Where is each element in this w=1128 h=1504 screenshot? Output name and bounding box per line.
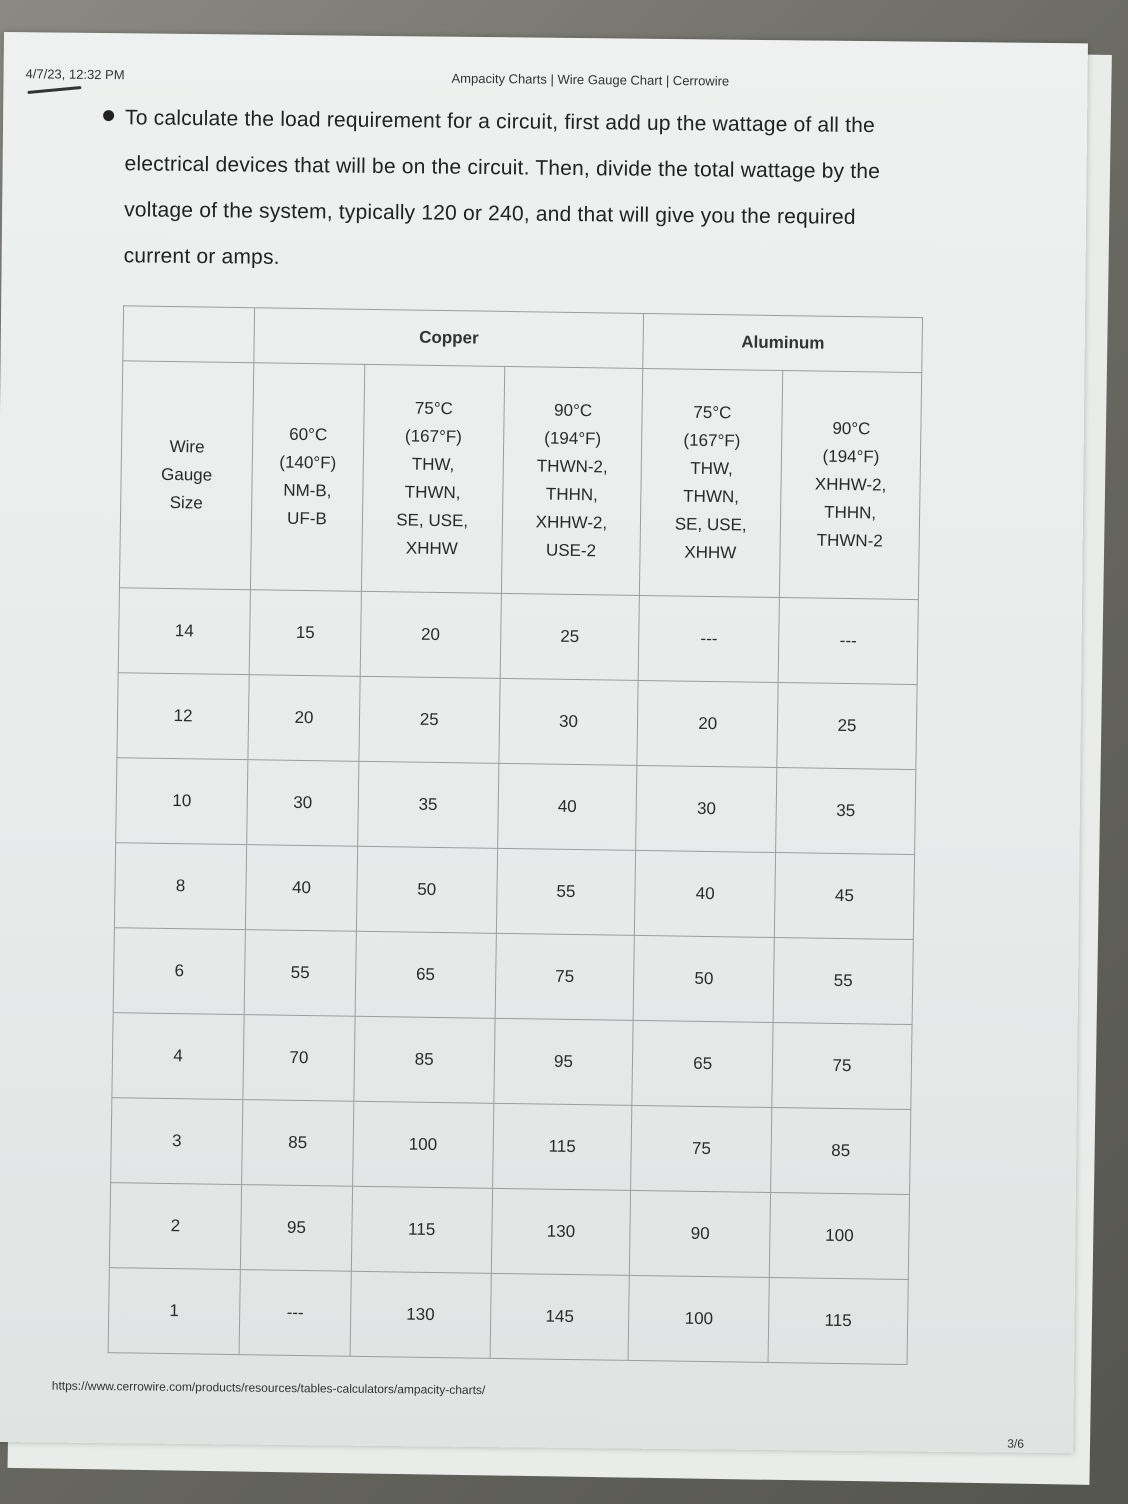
print-page-title: Ampacity Charts | Wire Gauge Chart | Cerrowire <box>451 70 730 89</box>
column-header-line: Gauge <box>160 464 213 485</box>
column-header-line: SE, USE, <box>674 514 747 535</box>
ampacity-cell: 20 <box>360 591 501 678</box>
ampacity-cell: 35 <box>358 761 499 848</box>
ampacity-cell: 130 <box>491 1188 631 1275</box>
gauge-cell: 14 <box>118 588 250 675</box>
column-header-line: THW, <box>411 454 455 475</box>
column-header-line: XHHW-2, <box>814 474 887 495</box>
ampacity-cell: 30 <box>247 760 359 847</box>
column-header-line: (167°F) <box>683 430 741 451</box>
ampacity-cell: 100 <box>769 1192 909 1279</box>
ampacity-cell: 85 <box>354 1016 495 1103</box>
ampacity-cell: 100 <box>353 1101 494 1188</box>
column-header <box>779 371 921 600</box>
ampacity-cell: 40 <box>245 845 357 932</box>
ampacity-cell: 30 <box>498 678 638 765</box>
column-header-line: THWN, <box>404 482 461 503</box>
ampacity-cell: 50 <box>356 846 497 933</box>
column-header <box>640 368 783 597</box>
column-header-line: 90°C <box>832 418 871 439</box>
ampacity-cell: 15 <box>249 590 361 677</box>
gauge-cell: 4 <box>112 1013 244 1100</box>
ampacity-cell: 75 <box>631 1105 772 1192</box>
column-header-line: (194°F) <box>822 446 880 467</box>
ampacity-cell: 75 <box>772 1022 912 1109</box>
bullet-text: To calculate the load requirement for a circuit, first add up the wattage of all the electrical devices that will be on the circuit. Then, divide the total wattage by the voltage of the system, typically 120 or 240, and that will give you the required current or amps. <box>123 106 881 269</box>
table-row <box>108 1268 908 1365</box>
table-row <box>118 588 918 685</box>
table-row <box>112 1013 912 1110</box>
ampacity-cell: 25 <box>777 683 917 770</box>
table-row <box>109 1183 909 1280</box>
table-column-header-row <box>119 361 921 600</box>
page-number: 3/6 <box>1007 1436 1025 1451</box>
column-header <box>361 364 504 593</box>
group-header-empty <box>123 306 255 363</box>
ampacity-cell: 115 <box>768 1277 908 1364</box>
column-header-line: (167°F) <box>404 426 463 447</box>
column-header-line: XHHW-2, <box>535 512 608 533</box>
ampacity-cell: 145 <box>490 1273 630 1360</box>
table-row <box>111 1098 911 1195</box>
gauge-cell: 3 <box>111 1098 243 1185</box>
gauge-cell: 2 <box>109 1183 241 1270</box>
ampacity-cell: 65 <box>355 931 496 1018</box>
ampacity-cell: 65 <box>632 1020 773 1107</box>
ampacity-cell: 95 <box>240 1185 352 1272</box>
ampacity-cell: 20 <box>637 680 778 767</box>
ampacity-cell: --- <box>639 595 780 682</box>
column-header <box>501 366 643 595</box>
gauge-cell: 12 <box>117 673 249 760</box>
column-header-line: THW, <box>690 458 733 479</box>
bullet-dot-icon <box>103 110 114 121</box>
column-header <box>119 361 253 590</box>
printed-page <box>0 32 1088 1453</box>
column-header-line: THWN-2 <box>816 530 883 551</box>
ampacity-cell: 115 <box>492 1103 632 1190</box>
column-header-line: 60°C <box>289 424 328 445</box>
ampacity-cell: 55 <box>496 848 636 935</box>
gauge-cell: 6 <box>113 928 245 1015</box>
ampacity-table <box>108 305 923 1365</box>
ampacity-cell: 40 <box>635 850 776 937</box>
ampacity-cell: --- <box>239 1270 351 1357</box>
table-row <box>117 673 917 770</box>
ampacity-cell: --- <box>778 598 918 685</box>
ampacity-cell: 115 <box>351 1186 492 1273</box>
ampacity-cell: 35 <box>776 768 916 855</box>
group-header-copper: Copper <box>254 308 644 369</box>
table-row <box>114 843 914 940</box>
pen-mark <box>27 86 81 94</box>
column-header-line: XHHW <box>405 538 458 559</box>
ampacity-cell: 95 <box>493 1018 633 1105</box>
group-header-aluminum: Aluminum <box>643 313 922 372</box>
ampacity-cell: 50 <box>634 935 775 1022</box>
ampacity-cell: 130 <box>350 1271 491 1358</box>
ampacity-cell: 70 <box>243 1015 355 1102</box>
column-header-line: XHHW <box>684 542 737 563</box>
column-header-line: THWN-2, <box>536 456 608 477</box>
column-header-line: THHN, <box>824 502 877 523</box>
ampacity-cell: 90 <box>630 1190 771 1277</box>
print-datetime: 4/7/23, 12:32 PM <box>25 66 125 83</box>
ampacity-cell: 40 <box>497 763 637 850</box>
table-row <box>116 758 916 855</box>
column-header-line: (140°F) <box>279 452 337 473</box>
ampacity-cell: 85 <box>242 1100 354 1187</box>
bullet-item <box>103 95 881 269</box>
column-header-line: 75°C <box>414 398 454 419</box>
column-header-line: THHN, <box>545 484 598 505</box>
page-url: https://www.cerrowire.com/products/resources/tables-calculators/ampacity-charts/ <box>51 1378 486 1398</box>
column-header-line: SE, USE, <box>396 510 469 531</box>
ampacity-cell: 45 <box>774 853 914 940</box>
column-header-line: 90°C <box>553 400 593 421</box>
table-row <box>113 928 913 1025</box>
gauge-cell: 1 <box>108 1268 240 1355</box>
gauge-cell: 8 <box>114 843 246 930</box>
ampacity-cell: 25 <box>359 676 500 763</box>
column-header-line: Size <box>169 492 203 513</box>
ampacity-cell: 25 <box>500 593 640 680</box>
ampacity-cell: 85 <box>771 1107 911 1194</box>
column-header-line: Wire <box>169 436 205 457</box>
column-header-line: NM-B, <box>283 480 332 501</box>
column-header <box>250 363 364 592</box>
ampacity-cell: 55 <box>244 930 356 1017</box>
ampacity-cell: 30 <box>636 765 777 852</box>
column-header-line: 75°C <box>693 402 732 423</box>
ampacity-cell: 55 <box>773 937 913 1024</box>
table-body <box>108 588 918 1365</box>
ampacity-cell: 100 <box>629 1275 770 1362</box>
ampacity-cell: 75 <box>495 933 635 1020</box>
column-header-line: THWN, <box>683 486 740 507</box>
column-header-line: (194°F) <box>544 428 602 449</box>
gauge-cell: 10 <box>116 758 248 845</box>
column-header-line: USE-2 <box>545 540 597 561</box>
column-header-line: UF-B <box>286 508 327 529</box>
ampacity-cell: 20 <box>248 675 360 762</box>
